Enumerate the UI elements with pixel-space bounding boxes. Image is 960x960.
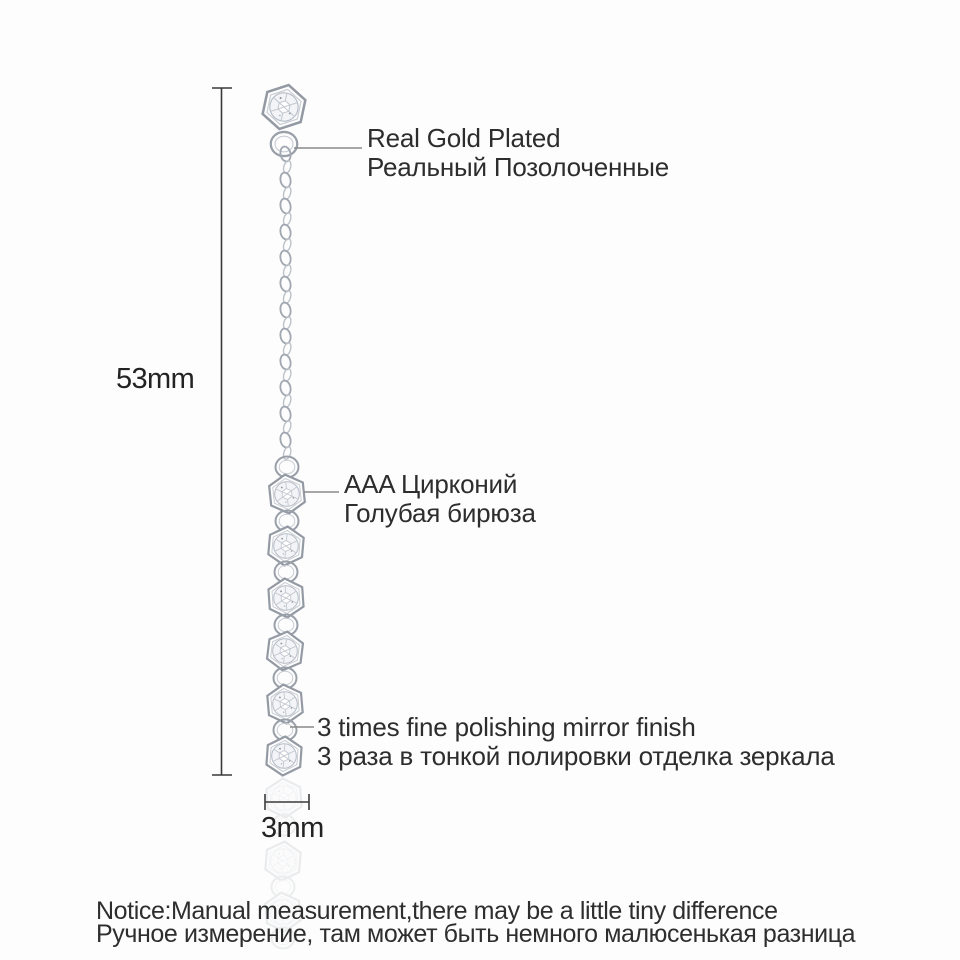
notice-line-en: Notice:Manual measurement,there may be a little tiny difference xyxy=(96,897,778,925)
callout-gold-plated-ru: Реальный Позолоченные xyxy=(367,152,670,182)
chain-links-icon xyxy=(279,146,292,460)
length-measure-line xyxy=(212,88,232,775)
callout-zirconia-en: AAA Цирконий xyxy=(344,469,518,499)
callout-polishing xyxy=(317,713,835,771)
notice-line-ru: Ручное измерение, там может быть немного малюсенькая разница xyxy=(96,920,856,948)
callout-zirconia-ru: Голубая бирюза xyxy=(344,498,536,528)
length-measurement-label: 53mm xyxy=(116,363,195,395)
hexagon-gem-dangle-icon xyxy=(266,457,306,777)
stud-hexagon-gem-icon xyxy=(260,81,307,156)
callout-polishing-ru: 3 раза в тонкой полировки отделка зеркала xyxy=(317,741,835,771)
callout-gold-plated-en: Real Gold Plated xyxy=(367,123,561,153)
callout-polishing-en: 3 times fine polishing mirror finish xyxy=(317,712,696,742)
callout-zirconia xyxy=(344,470,536,528)
notice-text xyxy=(96,897,856,948)
width-measurement-label: 3mm xyxy=(261,812,324,844)
callout-gold-plated xyxy=(367,124,669,182)
